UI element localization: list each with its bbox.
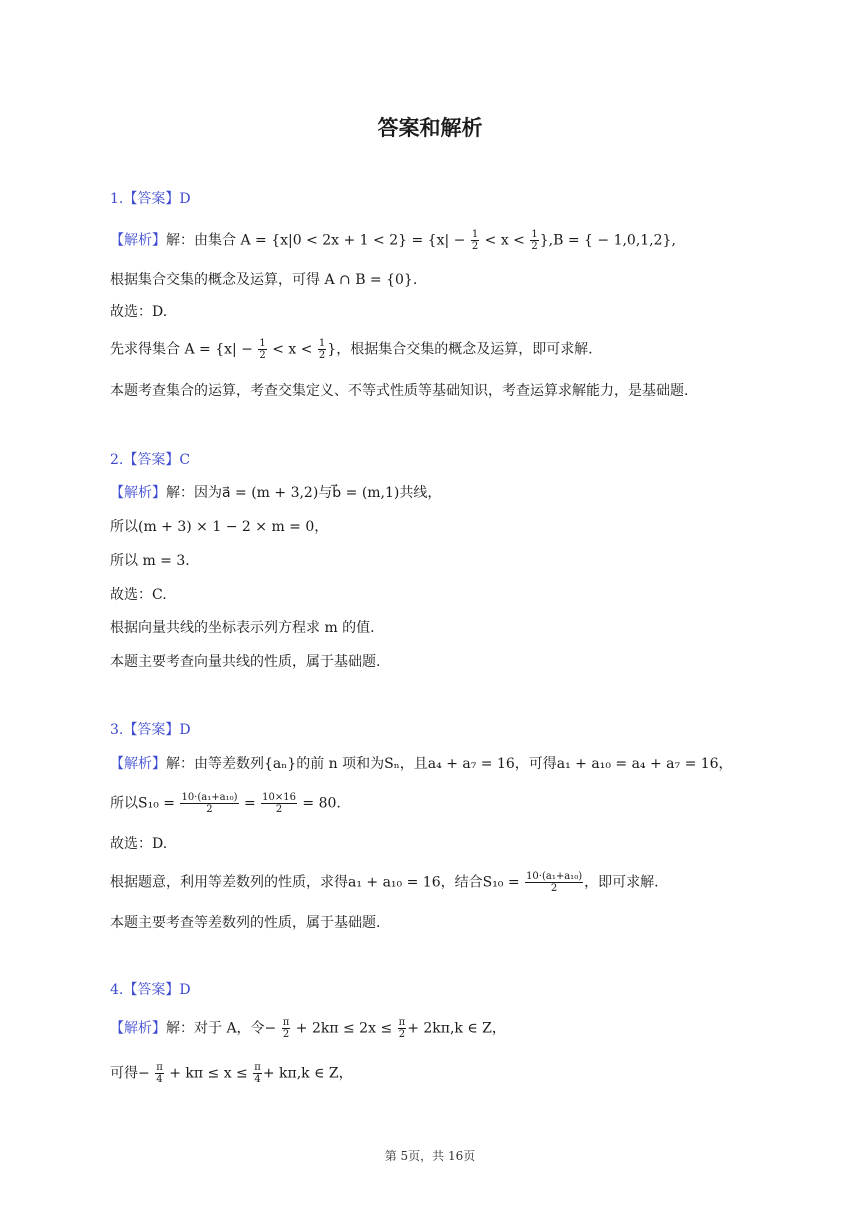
text-segment: }，根据集合交集的概念及运算，即可求解.	[327, 341, 593, 358]
analysis-tag: 【解析】	[110, 756, 166, 772]
text-segment: + kπ,k ∈ Z，	[262, 1065, 353, 1082]
q1-analysis-line-1	[110, 229, 676, 252]
page-footer: 第 5页，共 16页	[384, 1149, 476, 1163]
fraction: $\frac{10\times 16}{2}$	[262, 792, 296, 815]
text-segment: < x <	[484, 232, 525, 249]
text-segment: 解：因为a⃗ = (m + 3,2)与b⃗ = (m,1)共线，	[166, 485, 442, 501]
q2-analysis-line-5: 根据向量共线的坐标表示列方程求 m 的值.	[110, 620, 375, 636]
q1-analysis-line-4	[110, 338, 593, 361]
analysis-tag: 【解析】	[110, 232, 166, 249]
fraction: $\frac{\pi}{4}$	[254, 1062, 261, 1085]
q3-answer-header: 3.【答案】D	[110, 722, 191, 738]
text-segment: < x <	[272, 341, 313, 358]
text-segment: = 80.	[302, 795, 341, 812]
text-segment: + kπ ≤ x ≤	[169, 1065, 248, 1082]
q3-analysis-line-4	[110, 871, 659, 894]
text-segment: + 2kπ,k ∈ Z，	[407, 1020, 506, 1037]
text-segment: =	[243, 795, 256, 812]
q2-analysis-line-6: 本题主要考查向量共线的性质，属于基础题.	[110, 654, 381, 670]
fraction: $\frac{\pi}{2}$	[398, 1017, 406, 1040]
analysis-tag: 【解析】	[110, 485, 166, 501]
fraction: $\frac{\pi}{2}$	[282, 1017, 290, 1040]
fraction: $\frac{\text{10·(a₁+a₁₀)}}{2}$	[526, 871, 583, 894]
text-segment: 根据题意，利用等差数列的性质，求得a₁ + a₁₀ = 16，结合S₁₀ =	[110, 874, 520, 891]
q3-analysis-line-2	[110, 792, 341, 815]
fraction: $\frac{1}{2}$	[471, 229, 479, 252]
q1-analysis-line-2: 根据集合交集的概念及运算，可得 A ∩ B = {0}.	[110, 272, 418, 288]
q2-analysis-line-4: 故选：C.	[110, 587, 167, 603]
text-segment: 先求得集合 A = {x| −	[110, 341, 253, 358]
analysis-tag: 【解析】	[110, 1020, 166, 1037]
text-segment: 解：由集合 A = {x|0 < 2x + 1 < 2} = {x| −	[166, 232, 466, 249]
q2-analysis-line-3: 所以 m = 3.	[110, 553, 190, 569]
q1-analysis-line-3: 故选：D.	[110, 304, 168, 320]
fraction: $\frac{1}{2}$	[531, 229, 538, 252]
q2-answer-header: 2.【答案】C	[110, 452, 191, 468]
text-segment: ，即可求解.	[584, 874, 659, 891]
fraction: $\frac{\text{10·(a₁+a₁₀)}}{2}$	[181, 792, 238, 815]
fraction: $\frac{\pi}{4}$	[156, 1062, 163, 1085]
text-segment: 解：由等差数列{aₙ}的前 n 项和为Sₙ，且a₄ + a₇ = 16，可得a₁ + a₁₀ = a₄ + a₇ = 16，	[166, 756, 733, 772]
text-segment: 可得−	[110, 1065, 150, 1082]
text-segment: },B = { − 1,0,1,2},	[539, 232, 676, 249]
q2-analysis-line-1	[110, 482, 441, 504]
q3-analysis-line-3: 故选：D.	[110, 836, 168, 852]
q4-analysis-line-1	[110, 1017, 506, 1040]
q1-answer-header: 1.【答案】D	[110, 191, 191, 207]
fraction: $\frac{1}{2}$	[318, 338, 326, 361]
q4-analysis-line-2	[110, 1062, 353, 1085]
page-title: 答案和解析	[377, 116, 483, 140]
fraction: $\frac{1}{2}$	[259, 338, 266, 361]
text-segment: 解：对于 A，令−	[166, 1020, 277, 1037]
q1-analysis-line-5: 本题考查集合的运算，考查交集定义、不等式性质等基础知识，考查运算求解能力，是基础题.	[110, 383, 689, 399]
q3-analysis-line-5: 本题主要考查等差数列的性质，属于基础题.	[110, 915, 381, 931]
q4-answer-header: 4.【答案】D	[110, 982, 191, 998]
q2-analysis-line-2: 所以(m + 3) × 1 − 2 × m = 0，	[110, 519, 329, 535]
text-segment: 所以S₁₀ =	[110, 795, 175, 812]
text-segment: + 2kπ ≤ 2x ≤	[295, 1020, 393, 1037]
q3-analysis-line-1	[110, 753, 733, 775]
